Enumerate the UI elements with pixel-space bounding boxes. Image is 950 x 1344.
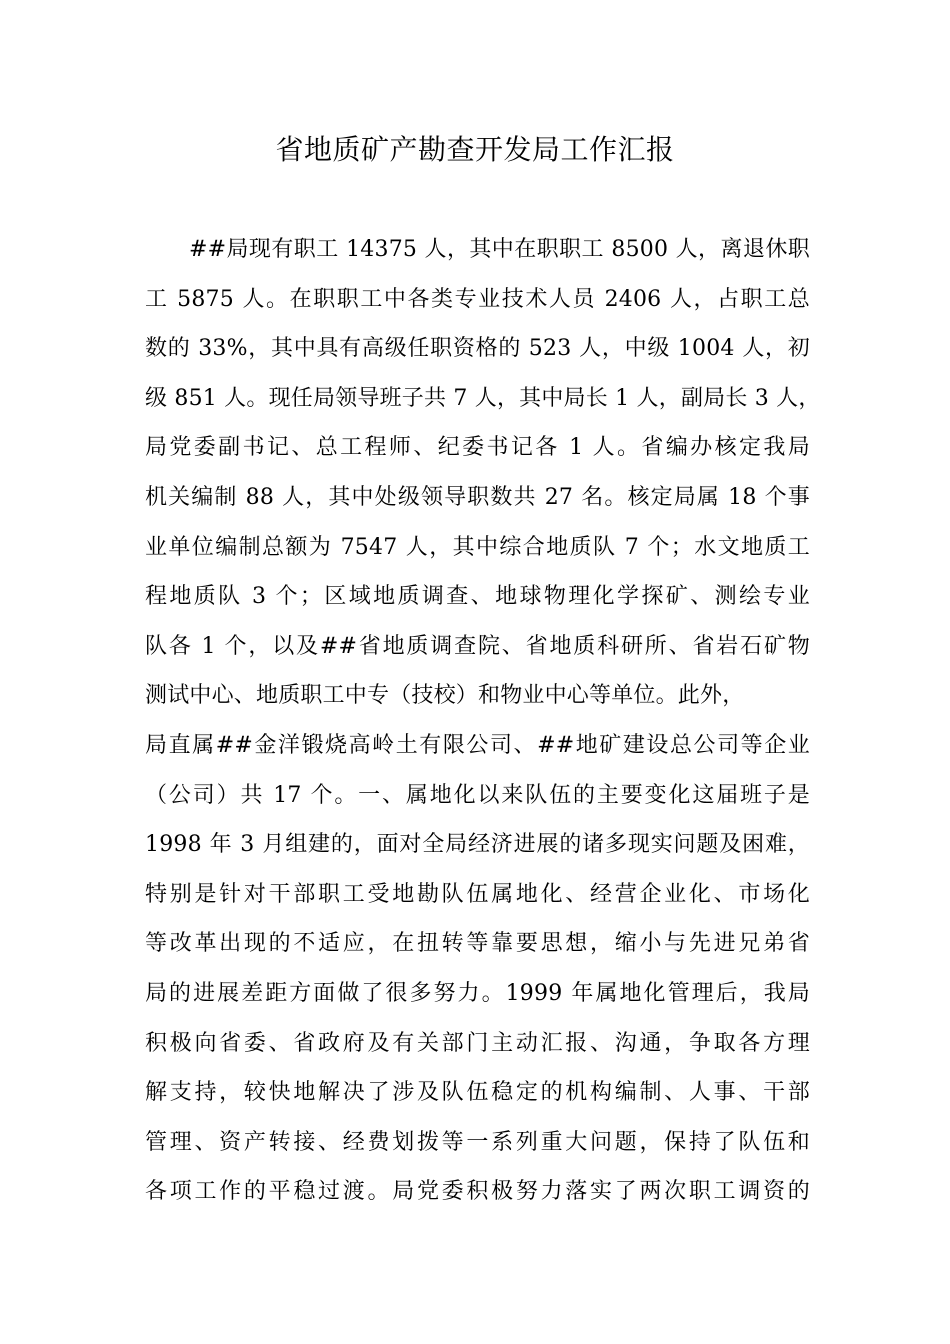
body-line-11: 局直属##金洋锻烧高岭土有限公司、##地矿建设总公司等企业	[145, 732, 810, 758]
body-line-16: 局的进展差距方面做了很多努力。1999 年属地化管理后，我局	[145, 980, 810, 1006]
body-line-15: 等改革出现的不适应，在扭转等靠要思想，缩小与先进兄弟省	[145, 931, 810, 957]
body-line-2: 工 5875 人。在职职工中各类专业技术人员 2406 人，占职工总	[145, 286, 810, 312]
body-line-7: 业单位编制总额为 7547 人，其中综合地质队 7 个；水文地质工	[145, 534, 810, 560]
body-line-20: 各项工作的平稳过渡。局党委积极努力落实了两次职工调资的	[145, 1179, 810, 1205]
body-line-14: 特别是针对干部职工受地勘队伍属地化、经营企业化、市场化	[145, 881, 810, 907]
body-line-18: 解支持，较快地解决了涉及队伍稳定的机构编制、人事、干部	[145, 1080, 810, 1106]
body-line-12: （公司）共 17 个。一、属地化以来队伍的主要变化这届班子是	[145, 782, 810, 808]
document-body	[145, 225, 821, 1217]
body-line-13: 1998 年 3 月组建的，面对全局经济进展的诸多现实问题及困难，	[145, 832, 810, 858]
body-line-10: 测试中心、地质职工中专（技校）和物业中心等单位。此外，	[145, 683, 745, 709]
body-line-8: 程地质队 3 个；区域地质调查、地球物理化学探矿、测绘专业	[145, 584, 810, 610]
body-line-3: 数的 33%，其中具有高级任职资格的 523 人，中级 1004 人，初	[145, 336, 810, 362]
document-title: 省地质矿产勘查开发局工作汇报	[275, 133, 675, 166]
body-line-9: 队各 1 个，以及##省地质调查院、省地质科研所、省岩石矿物	[145, 633, 810, 659]
body-line-17: 积极向省委、省政府及有关部门主动汇报、沟通，争取各方理	[145, 1030, 810, 1056]
body-line-19: 管理、资产转接、经费划拨等一系列重大问题，保持了队伍和	[145, 1129, 810, 1155]
body-line-5: 局党委副书记、总工程师、纪委书记各 1 人。省编办核定我局	[145, 435, 810, 461]
body-line-4: 级 851 人。现任局领导班子共 7 人，其中局长 1 人，副局长 3 人，	[145, 385, 821, 411]
body-line-6: 机关编制 88 人，其中处级领导职数共 27 名。核定局属 18 个事	[145, 484, 810, 510]
body-line-1: ##局现有职工 14375 人，其中在职职工 8500 人，离退休职	[189, 237, 810, 262]
